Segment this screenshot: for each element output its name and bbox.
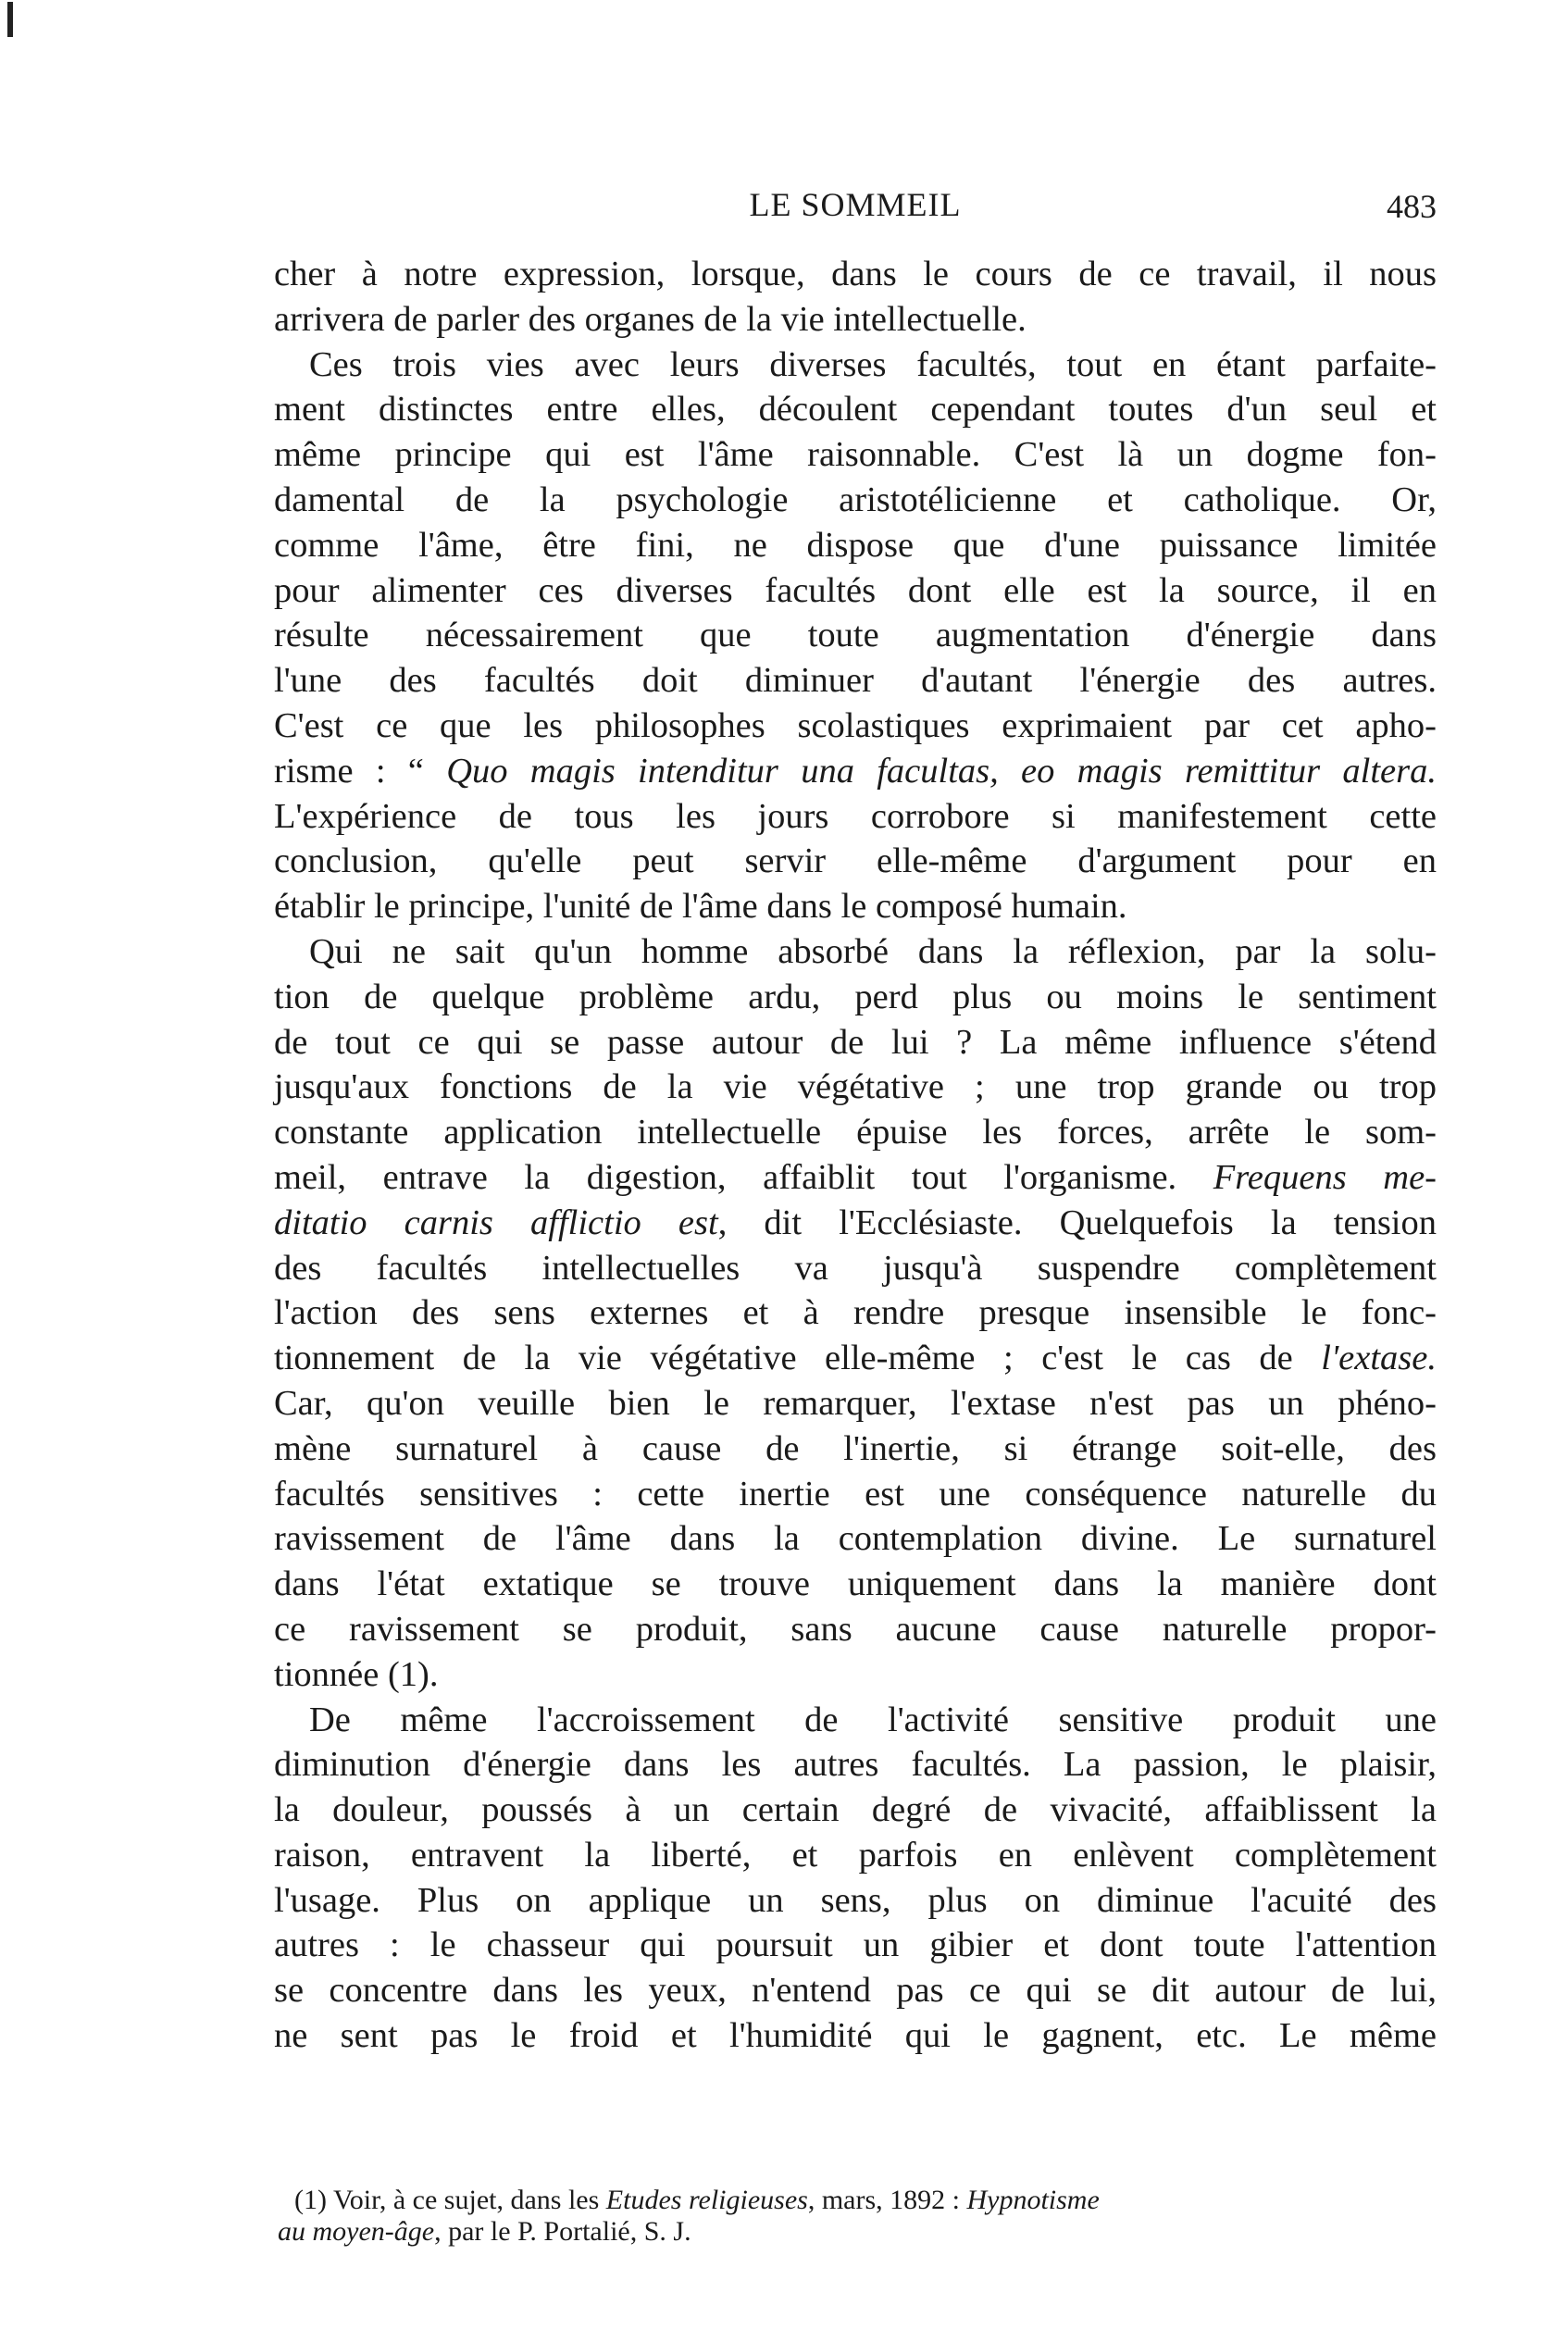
text-line: autres : le chasseur qui poursuit un gibier et dont toute l'attention: [274, 1925, 1437, 1965]
footnote-text: , par le P. Portalié, S. J.: [434, 2216, 691, 2247]
margin-mark: [7, 2, 13, 37]
text-fragment: meil, entrave la digestion, affaiblit tout l'organisme.: [274, 1157, 1213, 1197]
article-title: au moyen-âge: [278, 2216, 435, 2247]
text-line: résulte nécessairement que toute augmentation d'énergie dans: [274, 616, 1437, 655]
text-line: l'une des facultés doit diminuer d'autant l'énergie des autres.: [274, 661, 1437, 701]
footnote-text: (1) Voir, à ce sujet, dans les: [294, 2185, 606, 2215]
text-line: facultés sensitives : cette inertie est une conséquence naturelle du: [274, 1474, 1437, 1514]
text-fragment: risme : “: [274, 751, 447, 791]
text-line: des facultés intellectuelles va jusqu'à suspendre complètement: [274, 1248, 1437, 1288]
text-line: Ces trois vies avec leurs diverses facultés, tout en étant parfaite-: [309, 344, 1437, 384]
text-line: l'usage. Plus on applique un sens, plus on diminue l'acuité des: [274, 1880, 1437, 1920]
latin-quote: Frequens me-: [1213, 1157, 1437, 1197]
body-text: [274, 252, 1437, 2059]
text-line: la douleur, poussés à un certain degré de vivacité, affaiblissent la: [274, 1790, 1437, 1830]
text-line: [274, 1201, 1437, 1246]
text-line: ce ravissement se produit, sans aucune cause naturelle propor-: [274, 1609, 1437, 1649]
text-line: De même l'accroissement de l'activité sensitive produit une: [309, 1700, 1437, 1739]
text-line: tionnée (1).: [274, 1654, 439, 1694]
article-title: Hypnotisme: [966, 2185, 1100, 2215]
text-line: établir le principe, l'unité de l'âme dans le composé humain.: [274, 887, 1127, 927]
text-fragment: , dit l'Ecclésiaste. Quelquefois la tension: [717, 1202, 1437, 1242]
text-line: Car, qu'on veuille bien le remarquer, l'extase n'est pas un phéno-: [274, 1383, 1437, 1423]
text-line: [274, 1155, 1437, 1201]
text-line: constante application intellectuelle épuise les forces, arrête le som-: [274, 1113, 1437, 1152]
journal-title: Etudes religieuses: [605, 2185, 808, 2215]
text-line: [274, 749, 1437, 794]
text-line: ne sent pas le froid et l'humidité qui le gagnent, etc. Le même: [274, 2016, 1437, 2056]
footnote-text: , mars, 1892 :: [807, 2185, 967, 2215]
page-number: 483: [1387, 188, 1437, 225]
text-line: pour alimenter ces diverses facultés dont elle est la source, il en: [274, 570, 1437, 610]
text-line: ment distinctes entre elles, découlent cependant toutes d'un seul et: [274, 390, 1437, 430]
latin-quote: ditatio carnis afflictio est: [274, 1202, 718, 1242]
text-line: conclusion, qu'elle peut servir elle-même d'argument pour en: [274, 841, 1437, 881]
text-line: ravissement de l'âme dans la contemplation divine. Le surnaturel: [274, 1519, 1437, 1559]
footnote-line: [278, 2216, 1437, 2248]
text-line: se concentre dans les yeux, n'entend pas ce qui se dit autour de lui,: [274, 1971, 1437, 2011]
footnote: [278, 2185, 1437, 2248]
text-line: cher à notre expression, lorsque, dans le cours de ce travail, il nous: [274, 255, 1437, 293]
page-header: [274, 185, 1437, 241]
footnote-line: [278, 2185, 1437, 2216]
text-fragment: tionnement de la vie végétative elle-même ; c'est le cas de: [274, 1339, 1322, 1378]
text-line: raison, entravent la liberté, et parfois en enlèvent complètement: [274, 1835, 1437, 1875]
text-line: même principe qui est l'âme raisonnable. C'est là un dogme fon-: [274, 435, 1437, 475]
text-line: comme l'âme, être fini, ne dispose que d'une puissance limitée: [274, 525, 1437, 565]
text-line: Qui ne sait qu'un homme absorbé dans la réflexion, par la solu-: [309, 931, 1437, 971]
text-line: damental de la psychologie aristotélicienne et catholique. Or,: [274, 480, 1437, 519]
text-line: diminution d'énergie dans les autres facultés. La passion, le plaisir,: [274, 1745, 1437, 1785]
italic-term: l'extase.: [1321, 1339, 1437, 1378]
text-line: dans l'état extatique se trouve uniquement dans la manière dont: [274, 1564, 1437, 1604]
text-line: C'est ce que les philosophes scolastiques exprimaient par cet apho-: [274, 705, 1437, 745]
text-line: arrivera de parler des organes de la vie intellectuelle.: [274, 299, 1027, 339]
text-line: jusqu'aux fonctions de la vie végétative ; une trop grande ou trop: [274, 1067, 1437, 1107]
text-line: de tout ce qui se passe autour de lui ? La même influence s'étend: [274, 1022, 1437, 1062]
text-line: [274, 1336, 1437, 1381]
text-line: mène surnaturel à cause de l'inertie, si étrange soit-elle, des: [274, 1428, 1437, 1468]
running-title: LE SOMMEIL: [749, 186, 962, 223]
text-line: l'action des sens externes et à rendre presque insensible le fonc-: [274, 1293, 1437, 1333]
text-line: L'expérience de tous les jours corrobore si manifestement cette: [274, 796, 1437, 836]
text-line: tion de quelque problème ardu, perd plus ou moins le sentiment: [274, 977, 1437, 1016]
latin-aphorism: Quo magis intenditur una facultas, eo magis remittitur altera.: [446, 751, 1437, 791]
